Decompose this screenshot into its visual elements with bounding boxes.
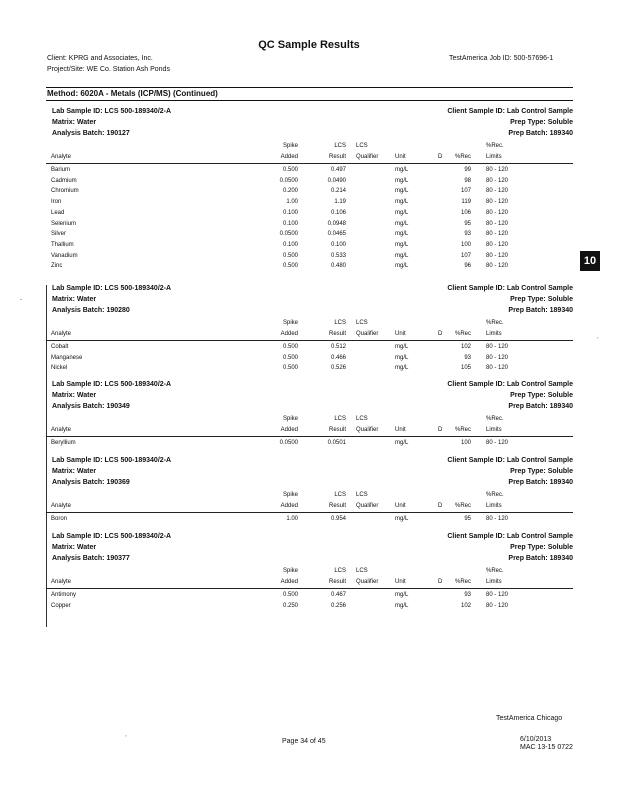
col-unit: Unit xyxy=(395,427,406,433)
page-title: QC Sample Results xyxy=(258,39,360,51)
col-analyte: Analyte xyxy=(51,503,72,509)
col-qualifier: Qualifier xyxy=(356,427,379,433)
percent-recovery: 105 xyxy=(460,365,471,372)
col-lcs-top: LCS xyxy=(334,143,346,149)
matrix: Matrix: Water xyxy=(52,119,97,126)
col-analyte: Analyte xyxy=(51,154,72,160)
percent-recovery: 102 xyxy=(460,602,471,609)
scan-mark: - xyxy=(20,297,22,303)
job-id: TestAmerica Job ID: 500-57696-1 xyxy=(449,55,554,62)
lcs-result: 0.214 xyxy=(330,188,346,195)
col-lcs-qual-top: LCS xyxy=(356,416,368,422)
header-rule xyxy=(46,340,573,341)
footer-lab: TestAmerica Chicago xyxy=(496,715,563,722)
percent-recovery: 93 xyxy=(464,354,471,361)
col-spike-added: Added xyxy=(280,427,298,433)
client-sample-id: Client Sample ID: Lab Control Sample xyxy=(447,381,573,388)
analyte-name: Boron xyxy=(51,516,68,522)
spike-added: 0.100 xyxy=(282,209,298,216)
prep-batch: Prep Batch: 189340 xyxy=(508,479,573,486)
unit: mg/L xyxy=(395,354,409,361)
analyte-name: Lead xyxy=(51,209,65,216)
recovery-limits: 80 - 120 xyxy=(486,231,509,238)
percent-recovery: 93 xyxy=(464,231,471,238)
spike-added: 0.500 xyxy=(282,263,298,270)
spike-added: 1.00 xyxy=(286,199,298,206)
section-bracket xyxy=(46,381,47,465)
col-analyte: Analyte xyxy=(51,579,72,585)
col-spike-top: Spike xyxy=(282,320,298,326)
col-unit: Unit xyxy=(395,154,406,160)
lcs-result: 0.0501 xyxy=(327,440,346,446)
matrix: Matrix: Water xyxy=(52,296,97,303)
method-top-rule xyxy=(46,87,573,88)
prep-type: Prep Type: Soluble xyxy=(510,544,573,551)
col-lcs-result: Result xyxy=(328,579,346,585)
col-spike-top: Spike xyxy=(282,492,298,498)
matrix: Matrix: Water xyxy=(52,468,97,475)
recovery-limits: 80 - 120 xyxy=(486,592,509,598)
section-tab-number: 10 xyxy=(580,251,600,271)
recovery-limits: 80 - 120 xyxy=(486,177,509,184)
analyte-name: Cadmium xyxy=(51,177,77,184)
lcs-result: 0.100 xyxy=(330,241,346,248)
col-d: D xyxy=(438,331,443,337)
analysis-batch: Analysis Batch: 190280 xyxy=(52,307,130,314)
unit: mg/L xyxy=(395,241,409,248)
section-bracket xyxy=(46,457,47,541)
spike-added: 0.500 xyxy=(282,252,298,259)
percent-recovery: 98 xyxy=(464,177,471,184)
spike-added: 1.00 xyxy=(286,516,298,522)
prep-batch: Prep Batch: 189340 xyxy=(508,130,573,137)
spike-added: 0.500 xyxy=(282,167,298,173)
spike-added: 0.500 xyxy=(282,592,298,598)
col-rec: %Rec xyxy=(454,331,471,337)
unit: mg/L xyxy=(395,344,409,350)
col-rec: %Rec xyxy=(454,579,471,585)
analysis-batch: Analysis Batch: 190369 xyxy=(52,479,130,486)
footer-stamp: MAC 13-15 0722 xyxy=(520,744,573,751)
method-heading: Method: 6020A - Metals (ICP/MS) (Continued) xyxy=(47,89,218,98)
col-spike-added: Added xyxy=(280,154,298,160)
col-spike-added: Added xyxy=(280,503,298,509)
col-unit: Unit xyxy=(395,579,406,585)
footer-page: Page 34 of 45 xyxy=(282,738,326,745)
lab-sample-id: Lab Sample ID: LCS 500-189340/2-A xyxy=(52,108,172,115)
analyte-name: Selenium xyxy=(51,220,77,227)
lcs-result: 0.0465 xyxy=(327,231,346,238)
percent-recovery: 95 xyxy=(464,516,471,522)
client-sample-id: Client Sample ID: Lab Control Sample xyxy=(447,457,573,464)
unit: mg/L xyxy=(395,592,409,598)
col-limits: Limits xyxy=(486,331,502,337)
analyte-name: Thallium xyxy=(51,241,74,248)
recovery-limits: 80 - 120 xyxy=(486,252,509,259)
percent-recovery: 107 xyxy=(460,188,471,195)
client-sample-id: Client Sample ID: Lab Control Sample xyxy=(447,533,573,540)
lcs-result: 0.526 xyxy=(330,365,346,372)
unit: mg/L xyxy=(395,220,409,227)
recovery-limits: 80 - 120 xyxy=(486,188,509,195)
prep-batch: Prep Batch: 189340 xyxy=(508,307,573,314)
recovery-limits: 80 - 120 xyxy=(486,440,509,446)
lcs-result: 0.533 xyxy=(330,252,346,259)
percent-recovery: 102 xyxy=(460,344,471,350)
percent-recovery: 100 xyxy=(460,241,471,248)
header-rule xyxy=(46,163,573,164)
project-site: Project/Site: WE Co. Station Ash Ponds xyxy=(47,66,170,73)
section-bracket xyxy=(46,285,47,390)
col-lcs-top: LCS xyxy=(334,568,346,574)
col-lcs-top: LCS xyxy=(334,416,346,422)
spike-added: 0.200 xyxy=(282,188,298,195)
spike-added: 0.500 xyxy=(282,365,298,372)
recovery-limits: 80 - 120 xyxy=(486,241,509,248)
col-limits: Limits xyxy=(486,154,502,160)
scan-mark: , xyxy=(597,334,599,340)
col-d: D xyxy=(438,503,443,509)
spike-added: 0.250 xyxy=(282,602,298,609)
col-d: D xyxy=(438,579,443,585)
analyte-name: Copper xyxy=(51,602,71,609)
lcs-result: 0.0490 xyxy=(327,177,346,184)
header-rule xyxy=(46,512,573,513)
footer-date: 6/10/2013 xyxy=(520,736,552,743)
client-sample-id: Client Sample ID: Lab Control Sample xyxy=(447,285,573,292)
spike-added: 0.100 xyxy=(282,241,298,248)
percent-recovery: 93 xyxy=(464,592,471,598)
analyte-name: Antimony xyxy=(51,592,77,598)
col-spike-top: Spike xyxy=(282,143,298,149)
col-rec-limits-top: %Rec. xyxy=(486,320,504,326)
unit: mg/L xyxy=(395,516,409,522)
prep-type: Prep Type: Soluble xyxy=(510,119,573,126)
client-name: Client: KPRG and Associates, Inc. xyxy=(47,55,153,62)
lcs-result: 0.0948 xyxy=(327,220,346,227)
unit: mg/L xyxy=(395,188,409,195)
unit: mg/L xyxy=(395,252,409,259)
col-spike-top: Spike xyxy=(282,568,298,574)
unit: mg/L xyxy=(395,231,409,238)
recovery-limits: 80 - 120 xyxy=(486,263,509,270)
recovery-limits: 80 - 120 xyxy=(486,516,509,522)
unit: mg/L xyxy=(395,199,409,206)
prep-type: Prep Type: Soluble xyxy=(510,296,573,303)
client-sample-id: Client Sample ID: Lab Control Sample xyxy=(447,108,573,115)
matrix: Matrix: Water xyxy=(52,392,97,399)
col-spike-top: Spike xyxy=(282,416,298,422)
lcs-result: 0.480 xyxy=(330,263,346,270)
analyte-name: Vanadium xyxy=(51,252,78,259)
col-rec-limits-top: %Rec. xyxy=(486,416,504,422)
col-rec-limits-top: %Rec. xyxy=(486,568,504,574)
percent-recovery: 96 xyxy=(464,263,471,270)
col-limits: Limits xyxy=(486,503,502,509)
col-lcs-result: Result xyxy=(328,503,346,509)
unit: mg/L xyxy=(395,263,409,270)
lcs-result: 1.19 xyxy=(334,199,346,206)
recovery-limits: 80 - 120 xyxy=(486,167,509,173)
header-rule xyxy=(46,588,573,589)
col-lcs-result: Result xyxy=(328,154,346,160)
col-rec-limits-top: %Rec. xyxy=(486,143,504,149)
header-rule xyxy=(46,436,573,437)
recovery-limits: 80 - 120 xyxy=(486,209,509,216)
col-rec: %Rec xyxy=(454,427,471,433)
analysis-batch: Analysis Batch: 190377 xyxy=(52,555,130,562)
col-spike-added: Added xyxy=(280,579,298,585)
col-lcs-top: LCS xyxy=(334,320,346,326)
col-lcs-qual-top: LCS xyxy=(356,143,368,149)
method-bottom-rule xyxy=(46,100,573,101)
recovery-limits: 80 - 120 xyxy=(486,602,509,609)
analysis-batch: Analysis Batch: 190127 xyxy=(52,130,130,137)
col-lcs-result: Result xyxy=(328,331,346,337)
prep-batch: Prep Batch: 189340 xyxy=(508,403,573,410)
percent-recovery: 99 xyxy=(464,167,471,173)
lcs-result: 0.467 xyxy=(330,592,346,598)
analyte-name: Chromium xyxy=(51,188,79,195)
unit: mg/L xyxy=(395,365,409,372)
col-limits: Limits xyxy=(486,427,502,433)
col-analyte: Analyte xyxy=(51,331,72,337)
percent-recovery: 100 xyxy=(460,440,471,446)
recovery-limits: 80 - 120 xyxy=(486,220,509,227)
prep-batch: Prep Batch: 189340 xyxy=(508,555,573,562)
unit: mg/L xyxy=(395,177,409,184)
recovery-limits: 80 - 120 xyxy=(486,365,509,372)
lab-sample-id: Lab Sample ID: LCS 500-189340/2-A xyxy=(52,457,172,464)
prep-type: Prep Type: Soluble xyxy=(510,392,573,399)
spike-added: 0.100 xyxy=(282,220,298,227)
col-d: D xyxy=(438,427,443,433)
analyte-name: Zinc xyxy=(51,263,63,270)
percent-recovery: 107 xyxy=(460,252,471,259)
col-unit: Unit xyxy=(395,331,406,337)
analyte-name: Cobalt xyxy=(51,344,69,350)
col-lcs-qual-top: LCS xyxy=(356,492,368,498)
spike-added: 0.0500 xyxy=(279,177,298,184)
col-analyte: Analyte xyxy=(51,427,72,433)
col-rec: %Rec xyxy=(454,154,471,160)
lcs-result: 0.497 xyxy=(330,167,346,173)
percent-recovery: 106 xyxy=(460,209,471,216)
col-qualifier: Qualifier xyxy=(356,579,379,585)
unit: mg/L xyxy=(395,209,409,216)
unit: mg/L xyxy=(395,602,409,609)
col-lcs-qual-top: LCS xyxy=(356,320,368,326)
col-lcs-result: Result xyxy=(328,427,346,433)
section-bracket xyxy=(46,533,47,627)
col-d: D xyxy=(438,154,443,160)
analyte-name: Nickel xyxy=(51,365,68,372)
col-spike-added: Added xyxy=(280,331,298,337)
lcs-result: 0.954 xyxy=(330,516,346,522)
spike-added: 0.500 xyxy=(282,344,298,350)
lcs-result: 0.466 xyxy=(330,354,346,361)
col-rec: %Rec xyxy=(454,503,471,509)
lcs-result: 0.256 xyxy=(330,602,346,609)
recovery-limits: 80 - 120 xyxy=(486,344,509,350)
col-qualifier: Qualifier xyxy=(356,331,379,337)
analysis-batch: Analysis Batch: 190349 xyxy=(52,403,130,410)
lab-sample-id: Lab Sample ID: LCS 500-189340/2-A xyxy=(52,285,172,292)
spike-added: 0.0500 xyxy=(279,440,298,446)
analyte-name: Manganese xyxy=(51,354,83,361)
col-lcs-top: LCS xyxy=(334,492,346,498)
matrix: Matrix: Water xyxy=(52,544,97,551)
analyte-name: Iron xyxy=(51,199,62,206)
recovery-limits: 80 - 120 xyxy=(486,354,509,361)
lab-sample-id: Lab Sample ID: LCS 500-189340/2-A xyxy=(52,381,172,388)
lcs-result: 0.106 xyxy=(330,209,346,216)
percent-recovery: 119 xyxy=(461,199,471,206)
recovery-limits: 80 - 120 xyxy=(486,199,509,206)
unit: mg/L xyxy=(395,440,409,446)
spike-added: 0.0500 xyxy=(279,231,298,238)
col-unit: Unit xyxy=(395,503,406,509)
prep-type: Prep Type: Soluble xyxy=(510,468,573,475)
col-limits: Limits xyxy=(486,579,502,585)
analyte-name: Beryllium xyxy=(51,440,76,446)
col-rec-limits-top: %Rec. xyxy=(486,492,504,498)
col-lcs-qual-top: LCS xyxy=(356,568,368,574)
analyte-name: Barium xyxy=(51,167,71,173)
percent-recovery: 95 xyxy=(464,220,471,227)
lcs-result: 0.512 xyxy=(330,344,346,350)
spike-added: 0.500 xyxy=(282,354,298,361)
analyte-name: Silver xyxy=(51,231,67,238)
scan-mark: , xyxy=(125,732,127,738)
col-qualifier: Qualifier xyxy=(356,503,379,509)
lab-sample-id: Lab Sample ID: LCS 500-189340/2-A xyxy=(52,533,172,540)
unit: mg/L xyxy=(395,167,409,173)
col-qualifier: Qualifier xyxy=(356,154,379,160)
